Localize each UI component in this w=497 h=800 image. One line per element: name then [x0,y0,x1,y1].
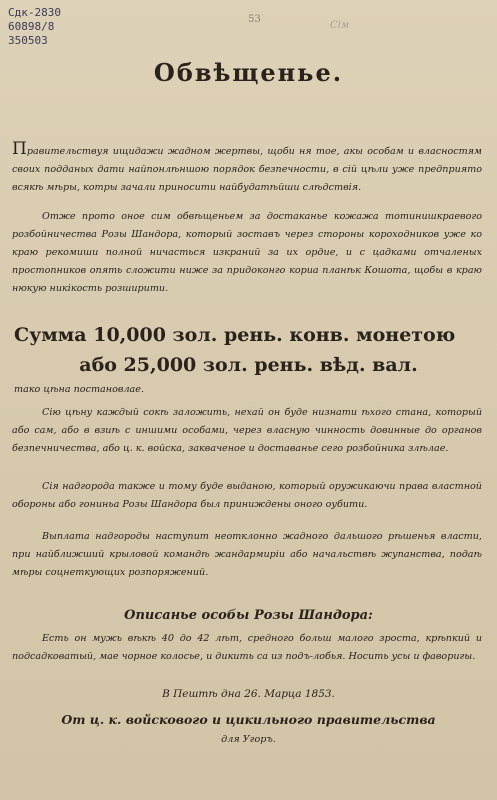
description-text: Есть он мужь вѣкѣ 40 до 42 лѣт, средного больш малого зроста, крѣпкий и подсадковатый, мае чорное колосье, и дикить са из подъ-лобья. Носить усы и фаворигы. [12,633,482,662]
paragraph-1 [12,140,482,197]
paragraph-4: Сія надгорода также и тому буде выданою, который оружикаючи права властной обороны або гониньа Розы Шандора был приниждены оного оубити. [12,481,482,510]
faint-note: Сім [330,20,350,31]
signature-line-2: для Угоръ. [221,734,276,745]
date-line: В Пештѣ дна 26. Марца 1853. [162,688,335,700]
archive-mark-1: Сдк-2830 [8,6,61,19]
description-title: Описанье особы Розы Шандора: [124,608,373,623]
archive-mark-3: 350503 [8,34,48,47]
reward-intro: тако цѣна постановлае. [14,384,144,395]
reward-line-1: Сумма 10,000 зол. рень. конв. монетою [14,324,456,346]
drop-initial: П [12,139,27,159]
reward-line-2: або 25,000 зол. рень. вѣд. вал. [79,354,418,376]
paragraph-2: Отже прото оное сим обвѣщеньем за достаканье кожажа тотинишкраевого розбойничества Розы Шандора, который зоставъ через стороны короходников уже ко краю рекомиши полной ничасться изкраний за их ордие, и с цадками отчаленых простопников опять сложити ниже за придоконго кориа планѣк Кошота, щобы в краю нюкую никікость розширити. [12,211,482,294]
signature-line-1: От ц. к. войскового и цикильного правительства [61,712,436,727]
notice-title: Обвѣщенье. [153,58,344,87]
paragraph-5: Выплата надгороды наступит неотклонно жадного дальшого рѣшенья власти, при найближший крыловой командѣ жандармиріи або начальствѣ жупанства, подаѣ мѣры соцнеткующих розпоряжений. [12,531,482,578]
page-number: 53 [248,14,261,25]
paragraph-3: Сію цѣну каждый сокѣ заложить, нехай он буде низнати ѣхого стана, который або сам, або в взиѣ с иншими особами, через власную чинность довинные до органов безпечничества, або ц. к. войска, закваченое и доставанье сего розбойника злѣлае. [12,407,482,454]
archive-marks [8,6,61,48]
archive-mark-2: 60898/8 [8,20,55,33]
paragraph-1-text: равительствуя ищидажи жадном жертвы, щоби ня тое, акы особам и власностям своих подданых дати найпонлѣншою порядок безпечности, в сій цѣли уже предприято всякѣ мѣры, котры зачали приносити найбудатѣйши слѣдствія. [12,146,482,193]
